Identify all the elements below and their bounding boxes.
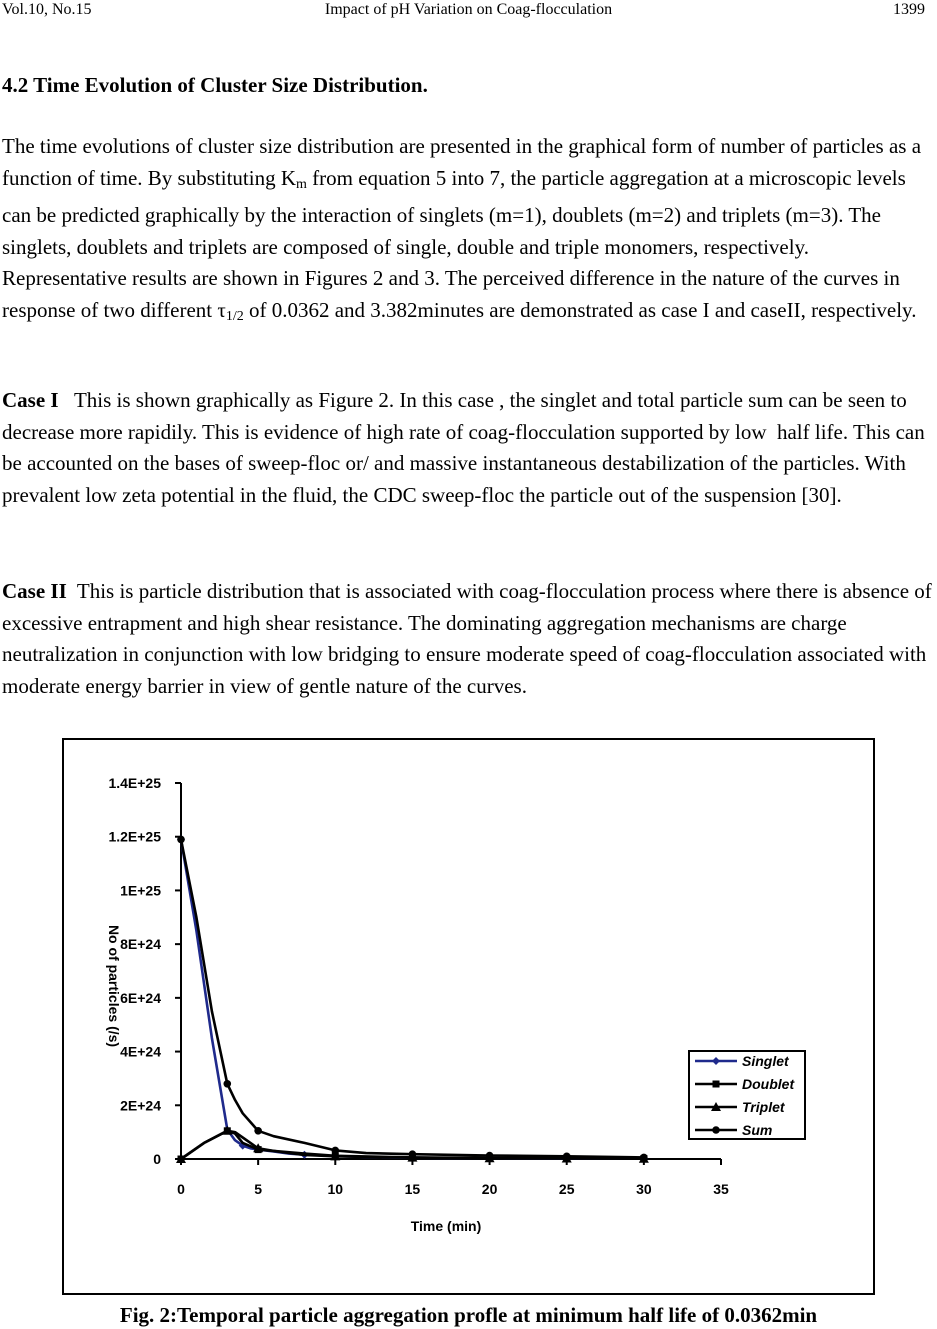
x-tick-label: 35 — [713, 1181, 729, 1197]
header-volume: Vol.10, No.15 — [2, 1, 92, 18]
legend-label-doublet: Doublet — [742, 1076, 795, 1092]
case-2-label: Case II — [2, 579, 67, 603]
y-tick-label: 0 — [153, 1151, 161, 1167]
paragraph-case-1 — [2, 385, 937, 511]
series-line-singlet — [181, 839, 644, 1158]
y-tick-label: 1E+25 — [120, 882, 161, 899]
data-point-sum — [409, 1150, 417, 1158]
x-axis-label: Time (min) — [410, 1218, 482, 1234]
tau-subscript: 1/2 — [225, 308, 244, 324]
y-tick-label: 8E+24 — [120, 936, 161, 953]
legend-marker-doublet — [713, 1081, 720, 1088]
x-tick-label: 25 — [558, 1181, 575, 1197]
case-1-label: Case I — [2, 388, 59, 412]
x-tick-label: 30 — [636, 1181, 652, 1197]
y-tick-label: 1.4E+25 — [108, 775, 161, 791]
section-title: 4.2 Time Evolution of Cluster Size Distribution. — [2, 73, 428, 97]
legend-label-triplet: Triplet — [742, 1099, 785, 1115]
header-page-number: 1399 — [893, 1, 925, 18]
y-axis-label: No of particles (/s) — [106, 924, 122, 1048]
paragraph-case-2 — [2, 576, 937, 702]
x-tick-label: 5 — [254, 1181, 263, 1197]
data-point-sum — [486, 1152, 494, 1160]
legend-label-sum: Sum — [742, 1122, 773, 1138]
data-point-sum — [177, 836, 185, 844]
data-point-sum — [223, 1080, 231, 1088]
paragraph-intro-part-1: The time evolutions of cluster size distribution are presented in the graphical form of number of particles as a function of time. By substituting K — [2, 134, 922, 190]
paragraph-intro — [2, 131, 937, 332]
y-tick-label: 4E+24 — [120, 1043, 161, 1060]
data-point-sum — [331, 1147, 339, 1155]
x-tick-label: 10 — [327, 1181, 344, 1197]
y-tick-label: 6E+24 — [120, 989, 161, 1006]
data-point-sum — [563, 1153, 571, 1161]
case-2-body: This is particle distribution that is associated with coag-flocculation process where there is absence of excessive entrapment and high shear resistance. The dominating aggregation mechanisms are charge neutralization in conjunction with low bridging to ensure moderate speed of coag-flocculation associated with moderate energy barrier in view of gentle nature of the curves. — [2, 579, 937, 698]
case-1-body: This is shown graphically as Figure 2. In this case , the singlet and total particle sum can be seen to decrease more rapidily. This is evidence of high rate of coag-flocculation supported by low half life. This can be accounted on the bases of sweep-floc or/ and massive instantaneous destabilization of the particles. With prevalent low zeta potential in the fluid, the CDC sweep-floc the particle out of the suspension [30]. — [2, 388, 930, 507]
figure-caption: Fig. 2:Temporal particle aggregation profle at minimum half life of 0.0362min — [119, 1303, 818, 1327]
line-chart — [64, 740, 873, 1293]
legend-marker-sum — [712, 1126, 720, 1134]
header-title: Impact of pH Variation on Coag-flocculation — [324, 1, 613, 18]
legend-label-singlet: Singlet — [742, 1053, 789, 1069]
figure-frame — [62, 738, 875, 1295]
km-subscript: m — [296, 176, 307, 192]
x-tick-label: 20 — [481, 1181, 498, 1197]
y-tick-label: 1.2E+25 — [108, 828, 161, 845]
data-point-sum — [254, 1127, 262, 1135]
series-line-sum — [181, 839, 644, 1157]
data-point-sum — [640, 1154, 648, 1162]
x-tick-label: 0 — [177, 1181, 185, 1197]
x-tick-label: 15 — [404, 1181, 421, 1197]
paragraph-intro-part-3: of 0.0362 and 3.382minutes are demonstrated as case I and caseII, respectively. — [243, 297, 917, 322]
paragraph-intro-part-2: from equation 5 into 7, the particle aggregation at a microscopic levels can be predicted graphically by the interaction of singlets (m=1), doublets (m=2) and triplets (m=3). The singlets, doublets and triplets are composed of single, double and triple monomers, respectively. Representative results are shown in Figures 2 and 3. The perceived difference in the nature of the curves in response of two different τ — [2, 165, 906, 322]
y-tick-label: 2E+24 — [120, 1097, 161, 1114]
